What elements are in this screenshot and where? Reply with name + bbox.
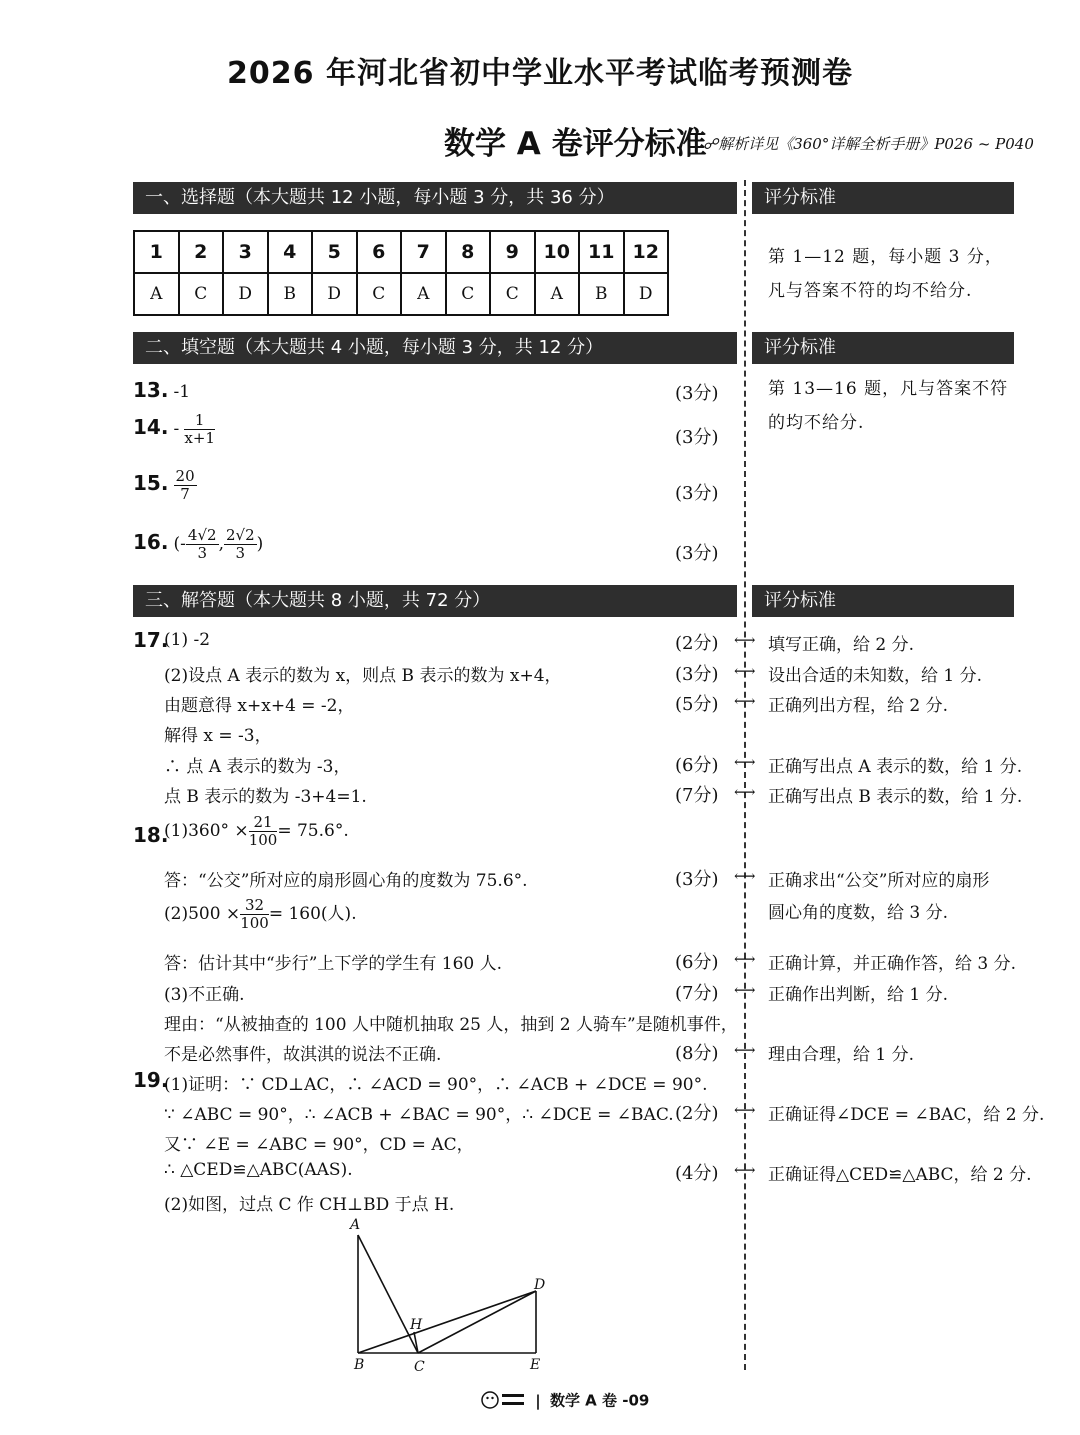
solution-line: ∵ ∠ABC = 90°，∴ ∠ACB + ∠BAC = 90°，∴ ∠DCE = ∠BAC. (164, 1105, 674, 1125)
score: (3分) (675, 664, 719, 685)
criteria-line: 填写正确，给 2 分. (768, 635, 915, 655)
numerator: 1 (184, 412, 215, 430)
question-number: 2 (179, 231, 224, 273)
column-divider (744, 180, 746, 1370)
question-number: 9 (490, 231, 535, 273)
numerator: 21 (249, 814, 278, 832)
numerator: 32 (240, 897, 269, 915)
section-2-header: 二、填空题（本大题共 4 小题，每小题 3 分，共 12 分） (133, 332, 737, 364)
section-2-criteria-header: 评分标准 (752, 332, 1014, 364)
score: (3分) (675, 383, 719, 404)
arrow-icon: ⟷ (734, 783, 756, 801)
answer-cell: D (223, 273, 268, 315)
score: (2分) (675, 1103, 719, 1124)
expr-part: (1)360° × (164, 821, 249, 841)
answer-cell: A (535, 273, 580, 315)
reference-note (703, 133, 1034, 154)
answer-table-numbers (134, 231, 668, 273)
score: (3分) (675, 869, 719, 890)
answer-cell: D (624, 273, 669, 315)
answer-cell: A (134, 273, 179, 315)
answer-cell: B (268, 273, 313, 315)
footer-text: 数学 A 卷 -09 (549, 1391, 650, 1410)
criteria-line: 正确列出方程，给 2 分. (768, 696, 949, 716)
solution-line: 又∵ ∠E = ∠ABC = 90°，CD = AC， (164, 1135, 474, 1155)
denominator: 100 (248, 831, 278, 849)
arrow-icon: ⟷ (734, 867, 756, 885)
denominator: 7 (180, 485, 190, 503)
label-b: B (354, 1357, 365, 1373)
solution-line: 点 B 表示的数为 -3+4=1. (164, 787, 367, 807)
question-number: 18. (133, 823, 169, 847)
score: (3分) (675, 543, 719, 564)
geometry-figure (330, 1215, 570, 1375)
section-1-criteria: 第 1—12 题，每小题 3 分，凡与答案不符的均不给分. (768, 247, 1003, 301)
solution-line: (2)如图，过点 C 作 CH⊥BD 于点 H. (164, 1195, 455, 1215)
arrow-icon: ⟷ (734, 1161, 756, 1179)
arrow-icon: ⟷ (734, 753, 756, 771)
question-number: 19. (133, 1068, 169, 1092)
question-number: 6 (357, 231, 402, 273)
solution-line: 答：“公交”所对应的扇形圆心角的度数为 75.6°. (164, 871, 528, 891)
question-number: 7 (401, 231, 446, 273)
criteria-line: 设出合适的未知数，给 1 分. (768, 666, 983, 686)
mascot-logo-icon (480, 1388, 526, 1414)
score: (5分) (675, 694, 719, 715)
numerator: 20 (175, 467, 195, 485)
document-title: 2026 年河北省初中学业水平考试临考预测卷 (227, 56, 853, 91)
answer-cell: A (401, 273, 446, 315)
expr-part: = 160(人). (268, 904, 357, 924)
segment-cd (418, 1291, 536, 1353)
answer-value: -1 (173, 382, 191, 402)
expr-part: (2)500 × (164, 904, 241, 924)
criteria-line: 正确证得△CED≌△ABC，给 2 分. (768, 1165, 1032, 1185)
fraction (249, 814, 278, 849)
arrow-icon: ⟷ (734, 662, 756, 680)
answer-cell: C (357, 273, 402, 315)
solution-line (164, 897, 357, 932)
question-number: 12 (624, 231, 669, 273)
score: (4分) (675, 1163, 719, 1184)
denominator: 100 (240, 914, 269, 932)
arrow-icon: ⟷ (734, 950, 756, 968)
solution-line: (2)设点 A 表示的数为 x，则点 B 表示的数为 x+4， (164, 666, 562, 686)
criteria-line: 正确计算，并正确作答，给 3 分. (768, 954, 1017, 974)
solution-line: ∴ 点 A 表示的数为 -3， (164, 757, 351, 777)
criteria-line: 正确求出“公交”所对应的扇形 (768, 871, 990, 891)
page-footer (480, 1388, 649, 1414)
comma: , (218, 534, 224, 554)
criteria-line: 正确作出判断，给 1 分. (768, 985, 949, 1005)
answer-cell: C (179, 273, 224, 315)
score: (7分) (675, 983, 719, 1004)
question-number: 3 (223, 231, 268, 273)
arrow-icon: ⟷ (734, 631, 756, 649)
paren-close: ) (256, 534, 264, 554)
answer-fraction (174, 468, 197, 503)
criteria-line: 正确写出点 A 表示的数，给 1 分. (768, 757, 1023, 777)
question-number: 16. (133, 530, 169, 554)
arrow-icon: ⟷ (734, 981, 756, 999)
solution-line: 由题意得 x+x+4 = -2， (164, 696, 355, 716)
solution-line: 解得 x = -3， (164, 726, 272, 746)
segment-bd (358, 1291, 536, 1353)
reference-note-text: 解析详见《360°详解全析手册》P026 ~ P040 (718, 135, 1034, 153)
score: (6分) (675, 755, 719, 776)
question-number: 13. (133, 378, 169, 402)
question-number: 5 (312, 231, 357, 273)
criteria-line: 圆心角的度数，给 3 分. (768, 903, 949, 923)
answer-fraction (224, 527, 257, 562)
denominator: x+1 (184, 429, 215, 447)
solution-line: 不是必然事件，故淇淇的说法不正确. (164, 1045, 442, 1065)
expr-part: = 75.6°. (277, 821, 349, 841)
answer-table (133, 230, 669, 316)
question-number: 11 (579, 231, 624, 273)
section-1-header: 一、选择题（本大题共 12 小题，每小题 3 分，共 36 分） (133, 182, 737, 214)
numerator: 4√2 (187, 526, 217, 544)
solution-line (164, 814, 349, 849)
question-number: 15. (133, 471, 169, 495)
score: (8分) (675, 1043, 719, 1064)
answer-cell: D (312, 273, 357, 315)
answer-cell: B (579, 273, 624, 315)
question-number: 4 (268, 231, 313, 273)
solution-line: ∴ △CED≌△ABC(AAS). (164, 1160, 353, 1180)
criteria-line: 正确写出点 B 表示的数，给 1 分. (768, 787, 1023, 807)
section-3-header: 三、解答题（本大题共 8 小题，共 72 分） (133, 585, 737, 617)
footer-separator: | (535, 1391, 541, 1410)
arrow-icon: ⟷ (734, 1041, 756, 1059)
paren-open: (- (173, 534, 186, 554)
arrow-icon: ⟷ (734, 692, 756, 710)
question-number: 1 (134, 231, 179, 273)
score: (3分) (675, 483, 719, 504)
numerator: 2√2 (225, 526, 255, 544)
solution-line: (1)证明：∵ CD⊥AC，∴ ∠ACD = 90°，∴ ∠ACB + ∠DCE = 90°. (164, 1075, 708, 1095)
question-number: 14. (133, 415, 169, 439)
arrow-icon: ⟷ (734, 1101, 756, 1119)
criteria-line: 正确证得∠DCE = ∠BAC，给 2 分. (768, 1105, 1045, 1125)
solution-line: (3)不正确. (164, 985, 245, 1005)
label-c: C (414, 1359, 425, 1375)
answer-cell: C (490, 273, 535, 315)
score: (7分) (675, 785, 719, 806)
answer-cell: C (446, 273, 491, 315)
question-number: 10 (535, 231, 580, 273)
label-a: A (350, 1217, 361, 1233)
score: (6分) (675, 952, 719, 973)
answer-sign: - (173, 419, 180, 439)
denominator: 3 (197, 544, 208, 562)
document-subtitle: 数学 A 卷评分标准 (444, 126, 707, 162)
solution-line: 答：估计其中“步行”上下学的学生有 160 人. (164, 954, 503, 974)
answer-table-answers (134, 273, 668, 315)
solution-line: 理由：“从被抽查的 100 人中随机抽取 25 人，抽到 2 人骑车”是随机事件， (164, 1015, 738, 1035)
answer-fraction (184, 412, 215, 447)
score: (3分) (675, 427, 719, 448)
section-2-criteria: 第 13—16 题，凡与答案不符的均不给分. (768, 379, 1009, 433)
fraction (240, 897, 269, 932)
question-number: 17. (133, 628, 169, 652)
denominator: 3 (235, 544, 246, 562)
criteria-line: 理由合理，给 1 分. (768, 1045, 915, 1065)
link-icon: ☍ (703, 135, 719, 153)
answer-14 (133, 412, 215, 447)
solution-line: (1) -2 (164, 630, 211, 650)
label-d: D (534, 1277, 546, 1293)
question-number: 8 (446, 231, 491, 273)
section-3-criteria-header: 评分标准 (752, 585, 1014, 617)
answer-15 (133, 468, 197, 503)
answer-16 (133, 527, 263, 562)
score: (2分) (675, 633, 719, 654)
label-e: E (530, 1357, 541, 1373)
answer-fraction (186, 527, 219, 562)
answer-13 (133, 378, 190, 402)
label-h: H (410, 1317, 423, 1333)
section-1-criteria-header: 评分标准 (752, 182, 1014, 214)
